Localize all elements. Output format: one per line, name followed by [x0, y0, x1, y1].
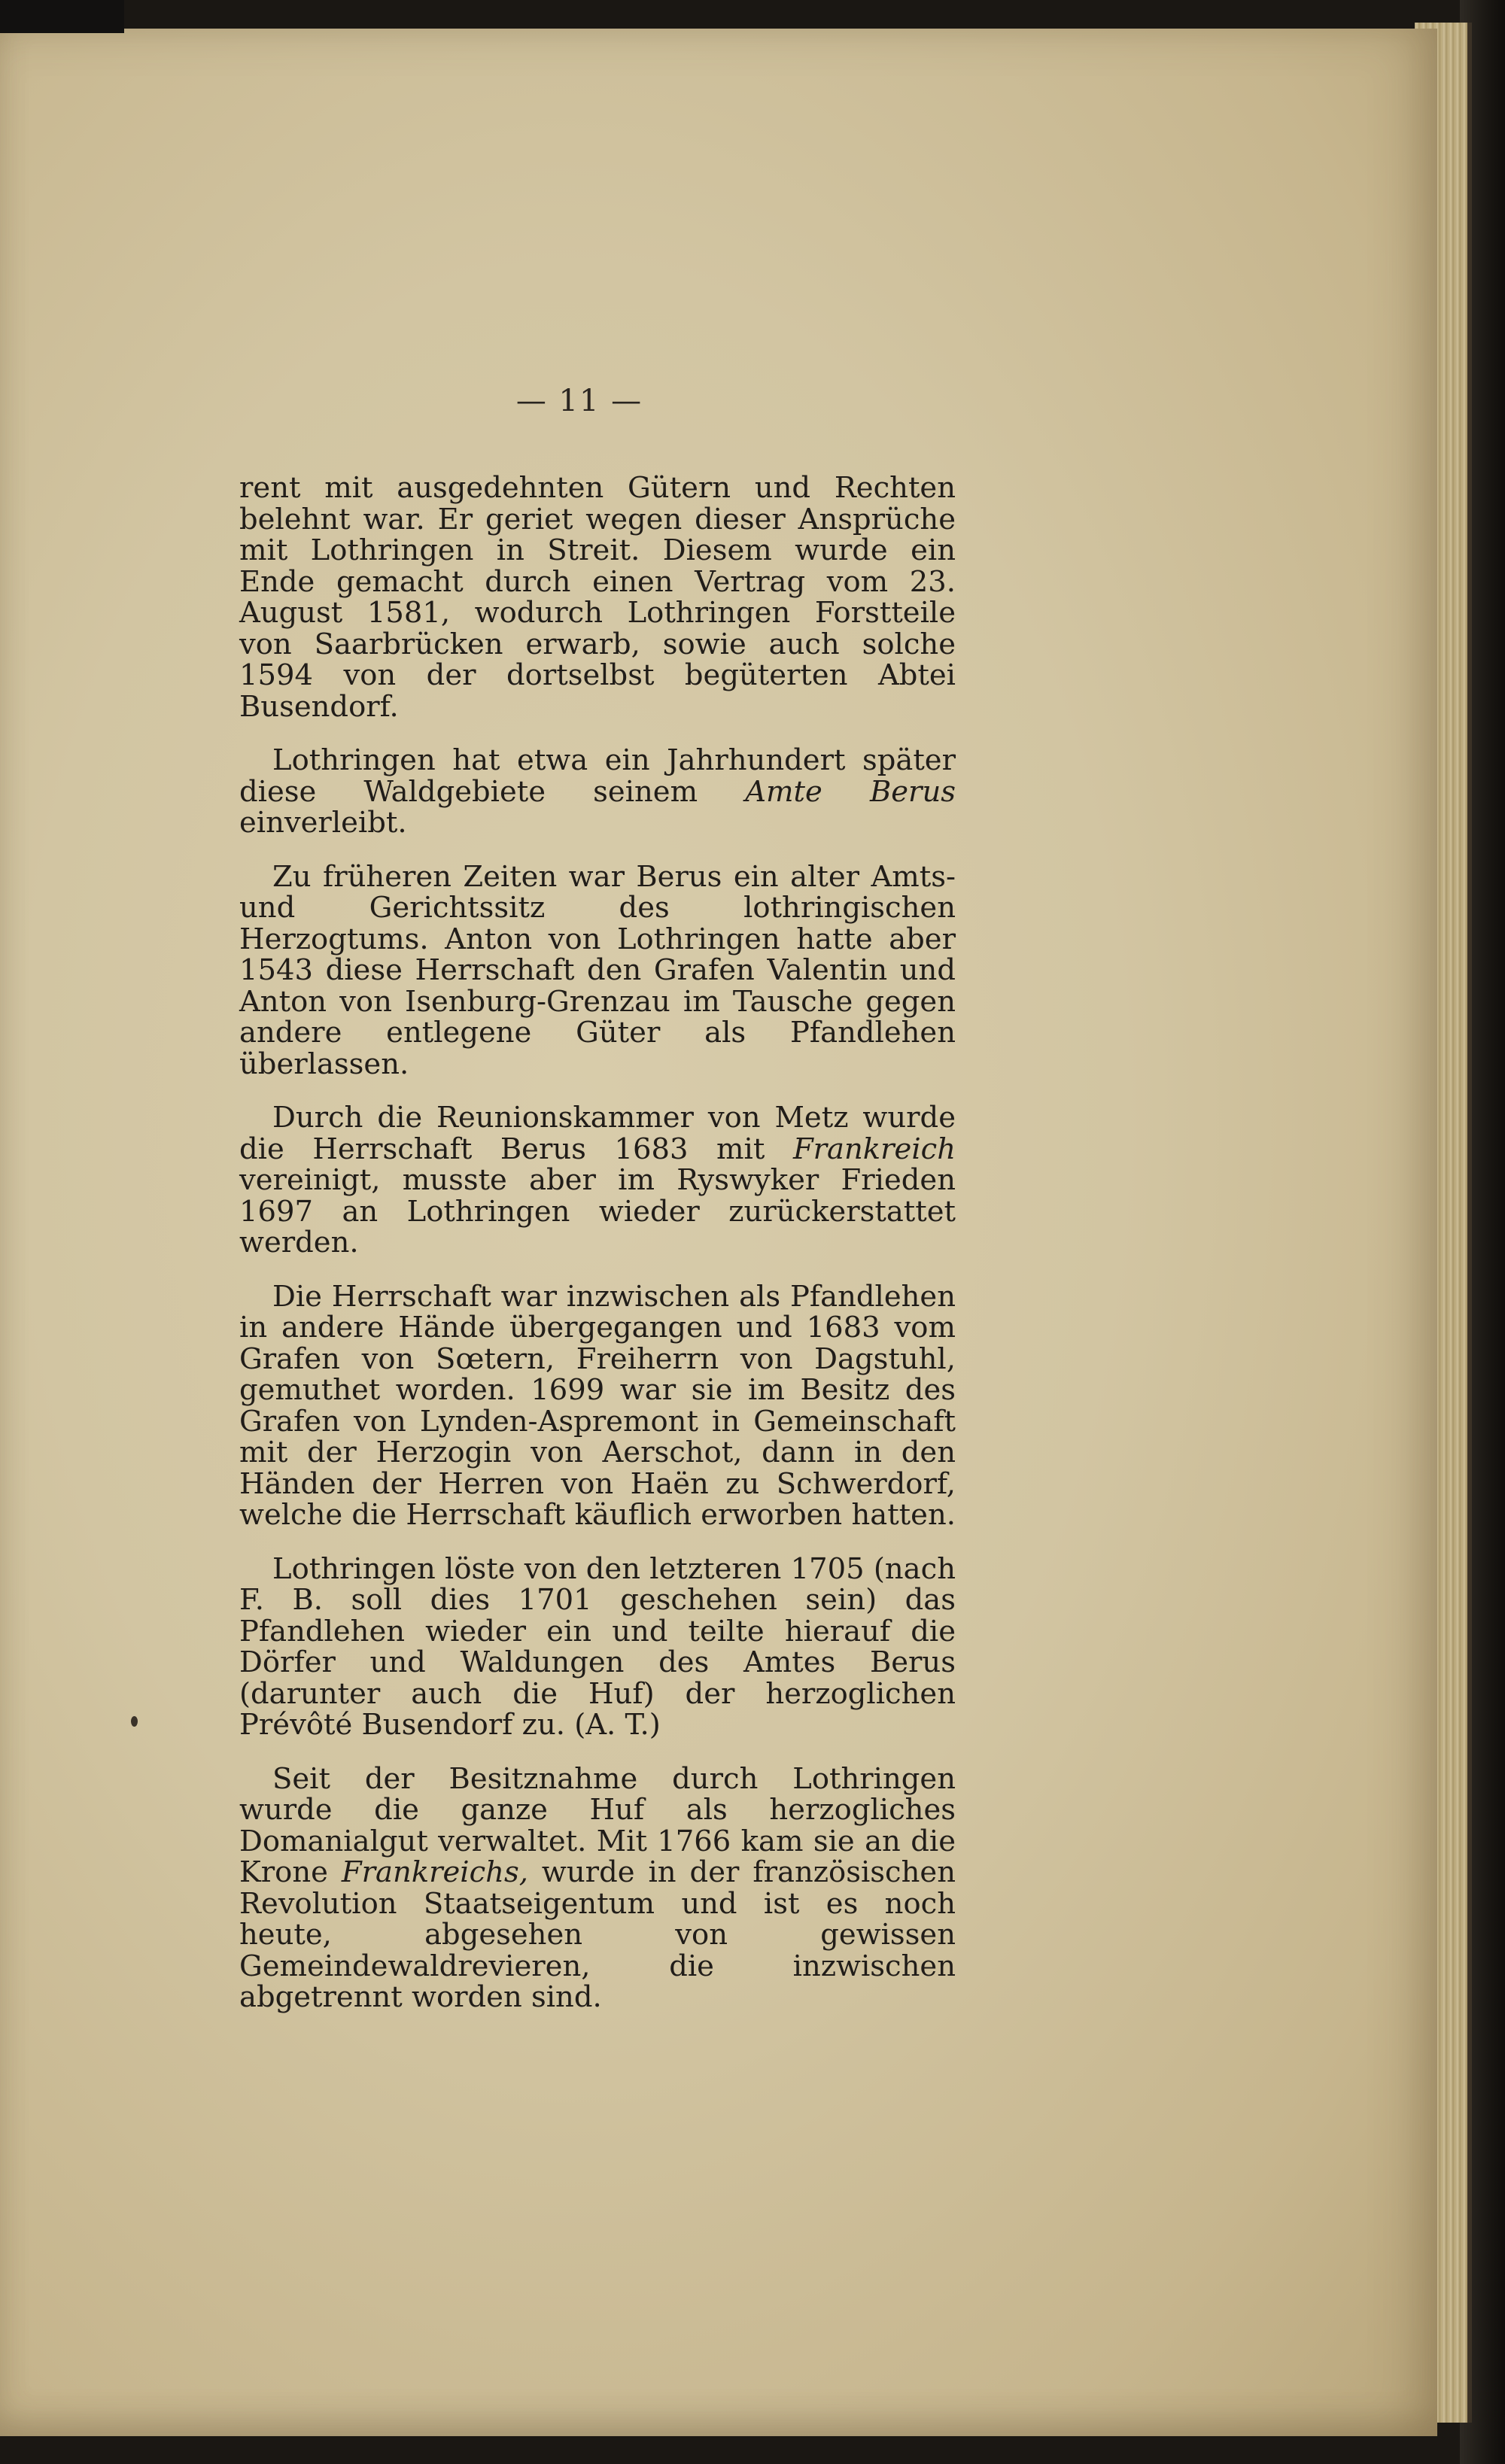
paragraph-5 [239, 1281, 956, 1531]
paragraph-4 [239, 1102, 956, 1259]
paragraph-1 [239, 472, 956, 722]
corner-shadow [0, 0, 124, 33]
paragraph-2-italic: Amte Berus [745, 774, 956, 809]
paragraph-3-text: Zu früheren Zeiten war Berus ein alter Amts- und Gerichtssitz des lothringischen Herzogtums. Anton von Lothringen hatte aber 1543 diese Herrschaft den Grafen Valentin und Anton von Isenburg-Grenzau im Tausche gegen andere entlegene Güter als Pfandlehen überlassen. [239, 859, 956, 1081]
paragraph-1-text: rent mit ausgedehnten Gütern und Rechten belehnt war. Er geriet wegen dieser Ansprüche mit Lothringen in Streit. Diesem wurde ein Ende gemacht durch einen Vertrag vom 23. August 1581, wodurch Lothringen Forstteile von Saarbrücken erwarb, sowie auch solche 1594 von der dortselbst begüterten Abtei Busendorf. [239, 471, 956, 724]
paragraph-4-text-a: Durch die Reunionskammer von Metz wurde die Herrschaft Berus 1683 mit [239, 1101, 956, 1166]
paragraph-3 [239, 861, 956, 1080]
paragraph-6-text: Lothringen löste von den letzteren 1705 (nach F. B. soll dies 1701 geschehen sein) das Pfandlehen wieder ein und teilte hierauf die Dörfer und Waldungen des Amtes Berus (darunter auch die Huf) der herzoglichen Prévôté Busendorf zu. (A. T.) [239, 1551, 956, 1742]
paragraph-2 [239, 745, 956, 839]
paragraph-5-text: Die Herrschaft war inzwischen als Pfandlehen in andere Hände übergegangen und 1683 vom Grafen von Sœtern, Freiherrn von Dagstuhl, gemuthet worden. 1699 war sie im Besitz des Grafen von Lynden-Aspremont in Gemeinschaft mit der Herzogin von Aerschot, dann in den Händen der Herren von Haën zu Schwerdorf, welche die Herrschaft käuflich erworben hatten. [239, 1279, 956, 1532]
paragraph-6 [239, 1551, 956, 1742]
paragraph-4-italic: Frankreich [792, 1132, 956, 1166]
paragraph-2-text-b: einverleibt. [239, 806, 407, 840]
paragraph-7-italic: Frankreichs, [341, 1855, 528, 1889]
paragraph-7-text-a: Seit der Besitznahme durch Lothringen wurde die ganze Huf als herzogliches Domanialgut verwaltet. Mit 1766 kam sie an die Krone [239, 1761, 956, 1889]
ink-speck [131, 1716, 138, 1727]
body-text [239, 472, 956, 2036]
paragraph-7-text-b: wurde in der französischen Revolution Staatseigentum und ist es noch heute, abgesehen von gewissen Gemeindewaldrevieren, die inzwischen abgetrennt worden sind. [239, 1855, 956, 2014]
paragraph-2-text-a: Lothringen hat etwa ein Jahrhundert später diese Waldgebiete seinem [239, 743, 956, 809]
paragraph-7 [239, 1761, 956, 2014]
paragraph-4-text-b: vereinigt, musste aber im Ryswyker Frieden 1697 an Lothringen wieder zurückerstattet werden. [239, 1163, 956, 1259]
page-number: — 11 — [515, 384, 643, 418]
